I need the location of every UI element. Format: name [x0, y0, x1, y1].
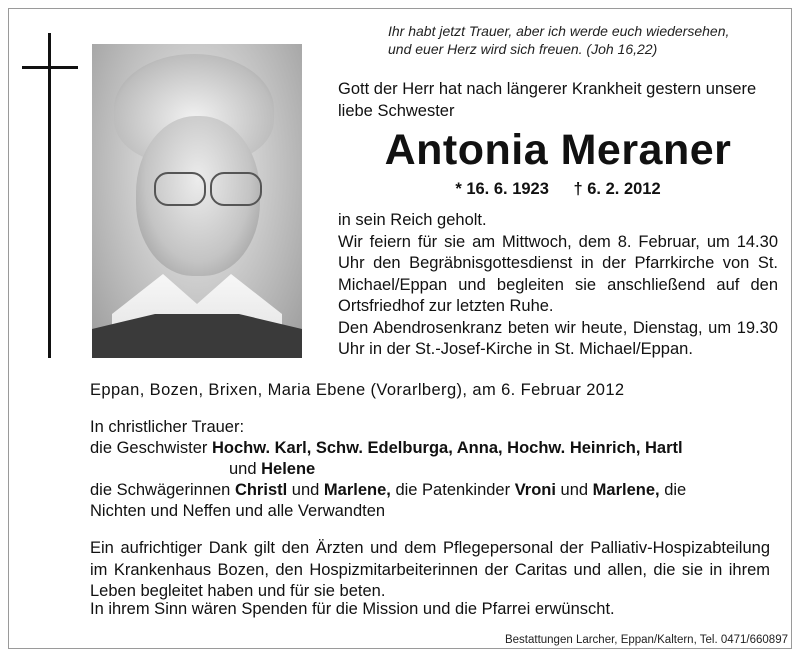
quote-line-1: Ihr habt jetzt Trauer, aber ich werde euch wiedersehen,: [388, 23, 730, 39]
quote-line-2: und euer Herz wird sich freuen. (Joh 16,22): [388, 41, 658, 57]
mourners-list: [90, 417, 770, 522]
life-dates: [338, 180, 778, 199]
relatives-line: Nichten und Neffen und alle Verwandten: [90, 502, 386, 520]
in-laws-line: die Schwägerinnen Christl und Marlene, die Patenkinder Vroni und Marlene, die: [90, 481, 687, 499]
mourners-heading: In christlicher Trauer:: [90, 418, 245, 436]
deceased-name: Antonia Meraner: [384, 126, 732, 174]
bible-quote: [388, 22, 773, 58]
cross-icon: [48, 33, 51, 358]
body-paragraph-1: in sein Reich geholt.: [338, 211, 487, 229]
cross-icon-bar: [22, 66, 78, 69]
birth-date: * 16. 6. 1923: [455, 180, 549, 198]
thanks-text: Ein aufrichtiger Dank gilt den Ärzten und dem Pflegepersonal der Palliativ-Hospizabteilung im Krankenhaus Bozen, den Hospizmitarbeiterinnen der Caritas und allen, die sie in ihrem Leben begleitet haben und für sie beten.: [90, 539, 770, 600]
funeral-details: [338, 210, 778, 361]
portrait-photo: [92, 44, 302, 358]
funeral-home-footer: Bestattungen Larcher, Eppan/Kaltern, Tel. 0471/660897: [504, 634, 788, 646]
siblings-line: die Geschwister Hochw. Karl, Schw. Edelburga, Anna, Hochw. Heinrich, Hartl: [90, 439, 683, 457]
place-and-date: Eppan, Bozen, Brixen, Maria Ebene (Vorarlberg), am 6. Februar 2012: [90, 381, 625, 399]
donation-note: In ihrem Sinn wären Spenden für die Mission und die Pfarrei erwünscht.: [90, 600, 615, 618]
siblings-last-line: und Helene: [229, 460, 316, 478]
death-date: † 6. 2. 2012: [573, 180, 661, 198]
body-paragraph-2: Wir feiern für sie am Mittwoch, dem 8. Februar, um 14.30 Uhr den Begräbnisgottesdienst in der Pfarrkirche von St. Michael/Eppan und begleiten sie anschließend auf den Ortsfriedhof zur letzten Ruhe.: [338, 232, 778, 315]
intro-text: Gott der Herr hat nach längerer Krankheit gestern unsere liebe Schwester: [338, 80, 757, 120]
body-paragraph-3: Den Abendrosenkranz beten wir heute, Dienstag, um 19.30 Uhr in der St.-Josef-Kirche in St. Michael/Eppan.: [338, 318, 778, 358]
